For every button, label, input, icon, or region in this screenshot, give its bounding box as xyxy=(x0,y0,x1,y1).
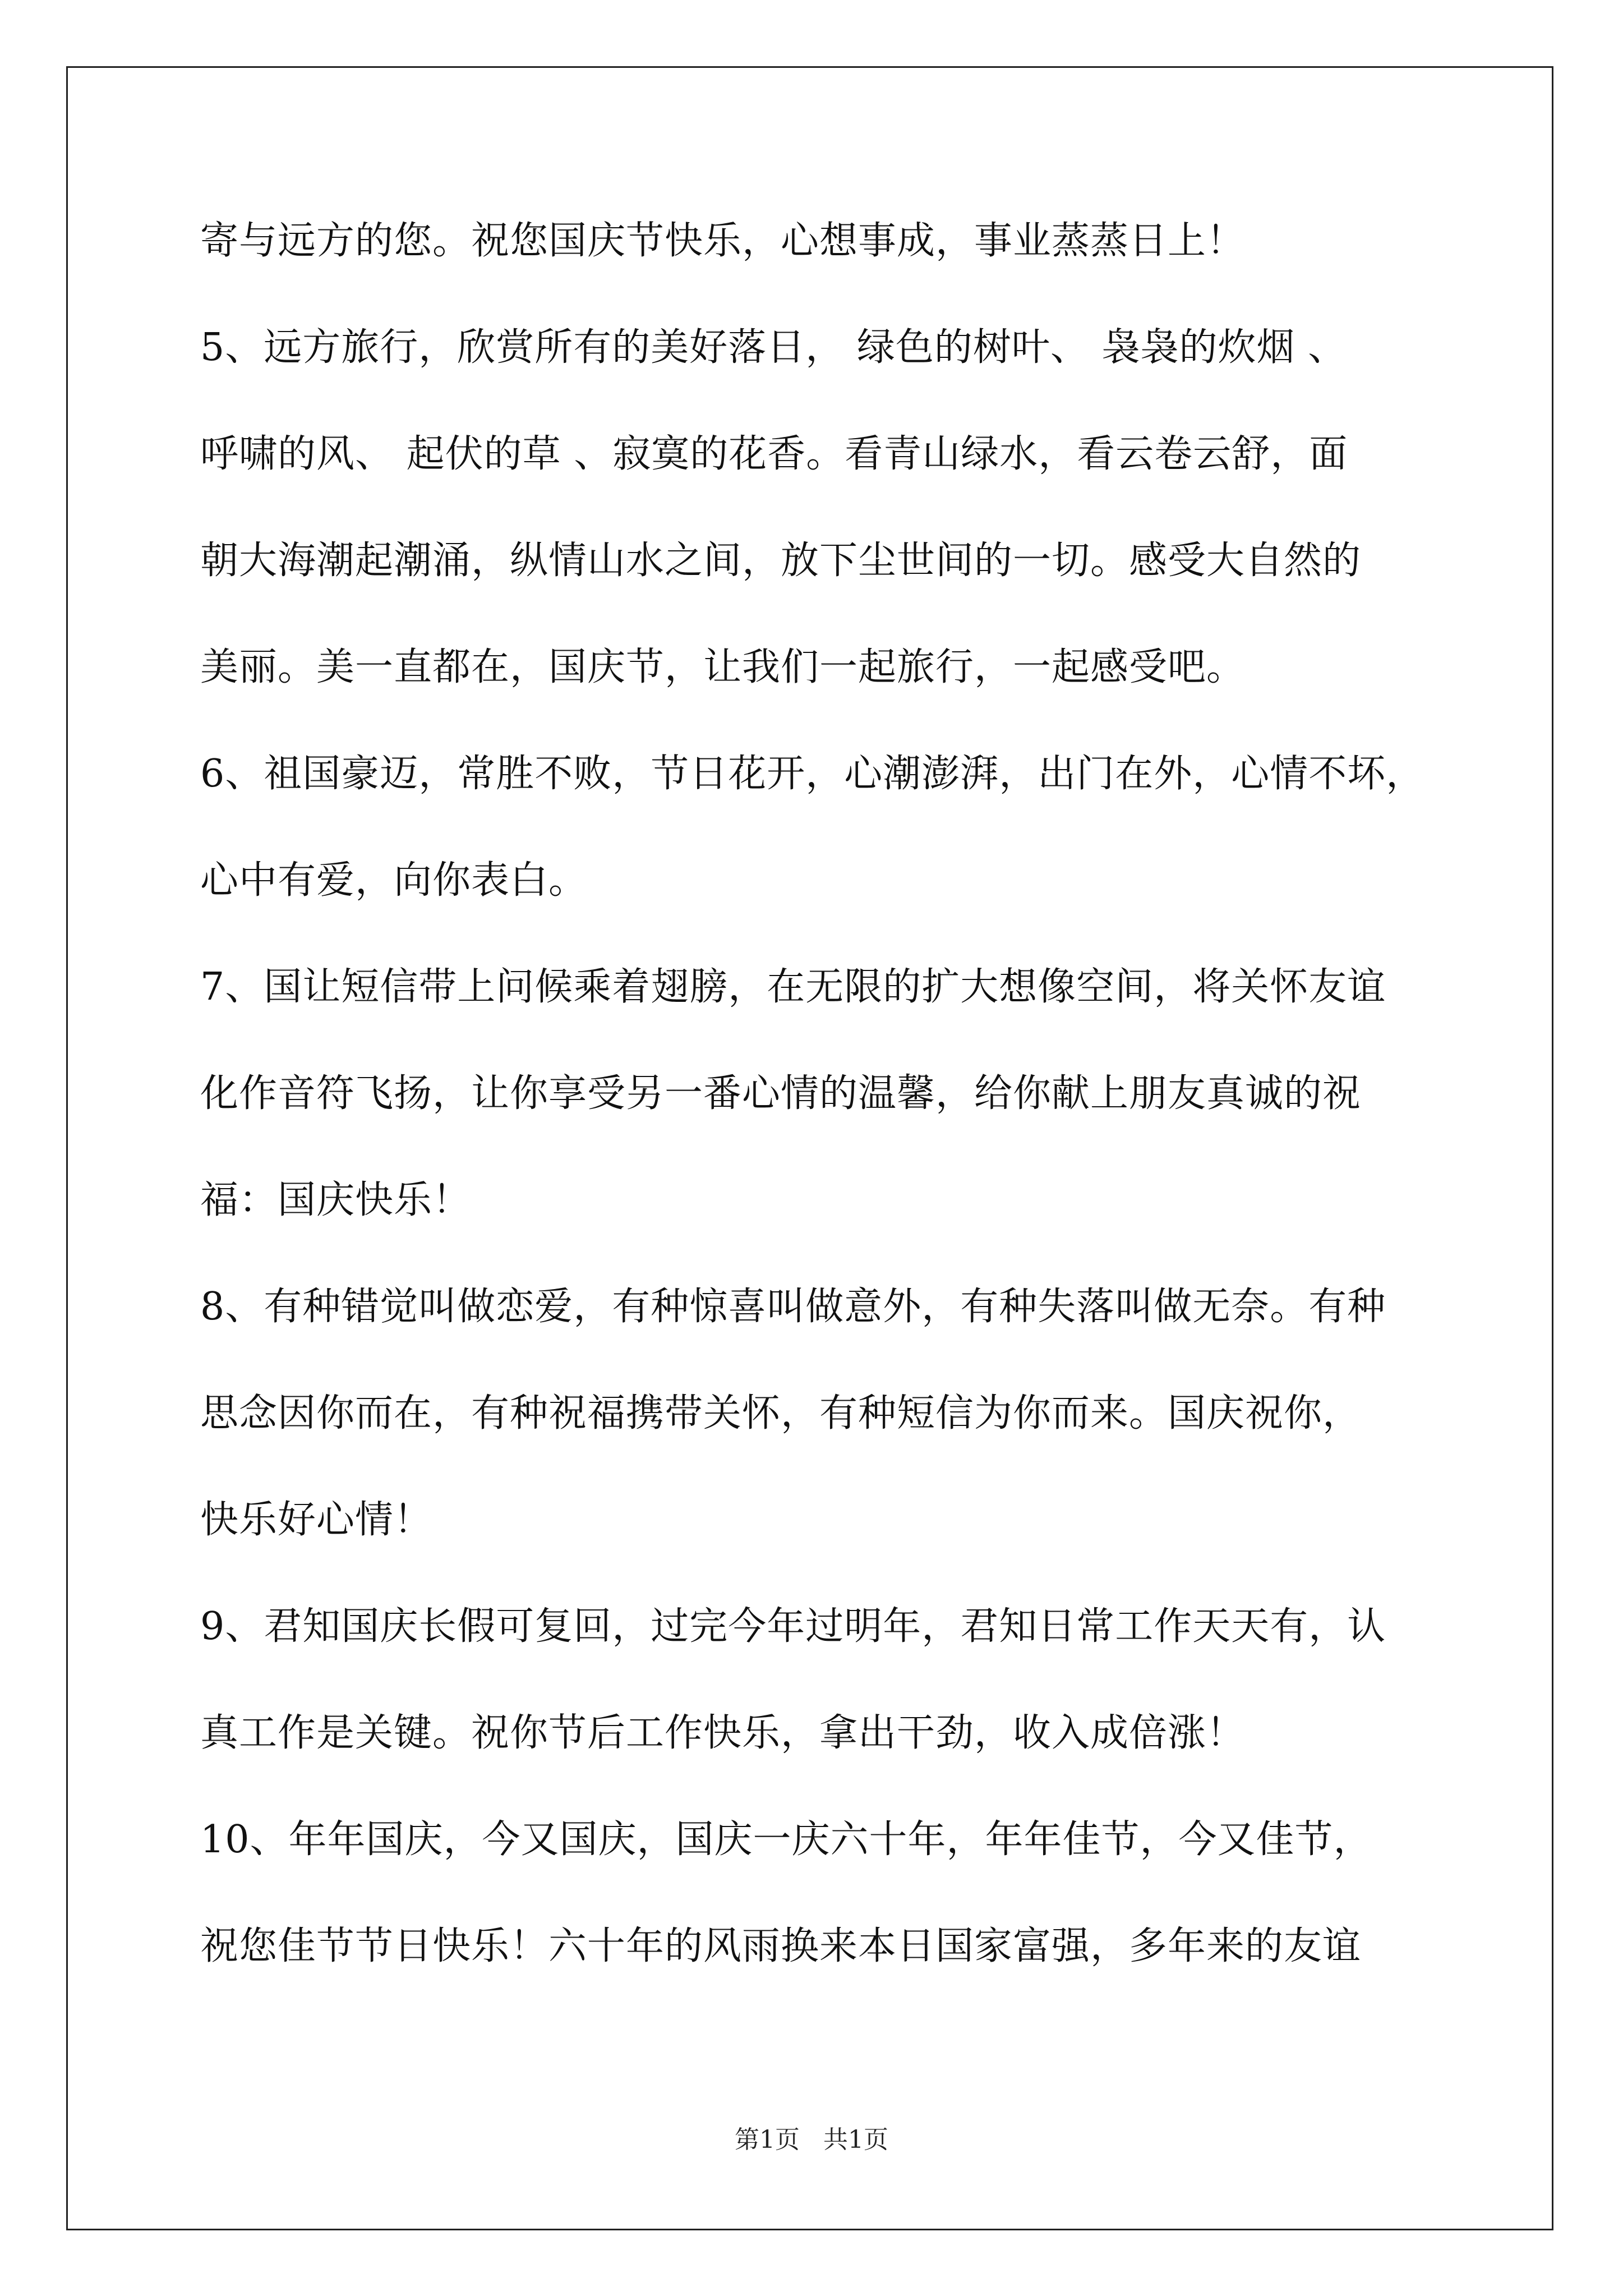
text-line: 美丽。美一直都在，国庆节，让我们一起旅行，一起感受吧。 xyxy=(200,645,1246,689)
text-line: 心中有爱，向你表白。 xyxy=(200,858,588,903)
text-line: 9、君知国庆长假可复回，过完今年过明年，君知日常工作天天有，认 xyxy=(200,1604,1386,1649)
text-line: 10、年年国庆，今又国庆，国庆一庆六十年，年年佳节，今又佳节， xyxy=(200,1818,1372,1862)
page-footer xyxy=(0,2123,1623,2157)
text-line: 快乐好心情！ xyxy=(200,1498,433,1542)
text-line: 6、祖国豪迈，常胜不败，节日花开，心潮澎湃，出门在外，心情不坏， xyxy=(200,752,1425,796)
text-line: 8、有种错觉叫做恋爱，有种惊喜叫做意外，有种失落叫做无奈。有种 xyxy=(200,1285,1386,1329)
text-line: 真工作是关键。祝你节后工作快乐，拿出干劲，收入成倍涨！ xyxy=(200,1711,1246,1755)
text-line: 化作音符飞扬，让你享受另一番心情的温馨，给你献上朋友真诚的祝 xyxy=(200,1071,1362,1116)
text-line: 祝您佳节节日快乐！六十年的风雨换来本日国家富强，多年来的友谊 xyxy=(200,1924,1362,1968)
text-line: 思念因你而在，有种祝福携带关怀，有种短信为你而来。国庆祝你， xyxy=(200,1391,1362,1435)
text-line: 朝大海潮起潮涌，纵情山水之间，放下尘世间的一切。感受大自然的 xyxy=(200,539,1362,583)
text-line: 7、国让短信带上问候乘着翅膀，在无限的扩大想像空间，将关怀友谊 xyxy=(200,965,1386,1009)
document-body xyxy=(200,188,1434,2000)
text-line: 5、远方旅行，欣赏所有的美好落日， 绿色的树叶、 袅袅的炊烟 、 xyxy=(200,325,1347,370)
text-line: 呼啸的风、 起伏的草 、寂寞的花香。看青山绿水，看云卷云舒，面 xyxy=(200,432,1348,476)
page-number-current: 第1页 xyxy=(735,2125,800,2154)
text-line: 福：国庆快乐！ xyxy=(200,1178,472,1222)
text-line: 寄与远方的您。祝您国庆节快乐，心想事成，事业蒸蒸日上！ xyxy=(200,219,1246,263)
page-number-total: 共1页 xyxy=(823,2125,888,2154)
